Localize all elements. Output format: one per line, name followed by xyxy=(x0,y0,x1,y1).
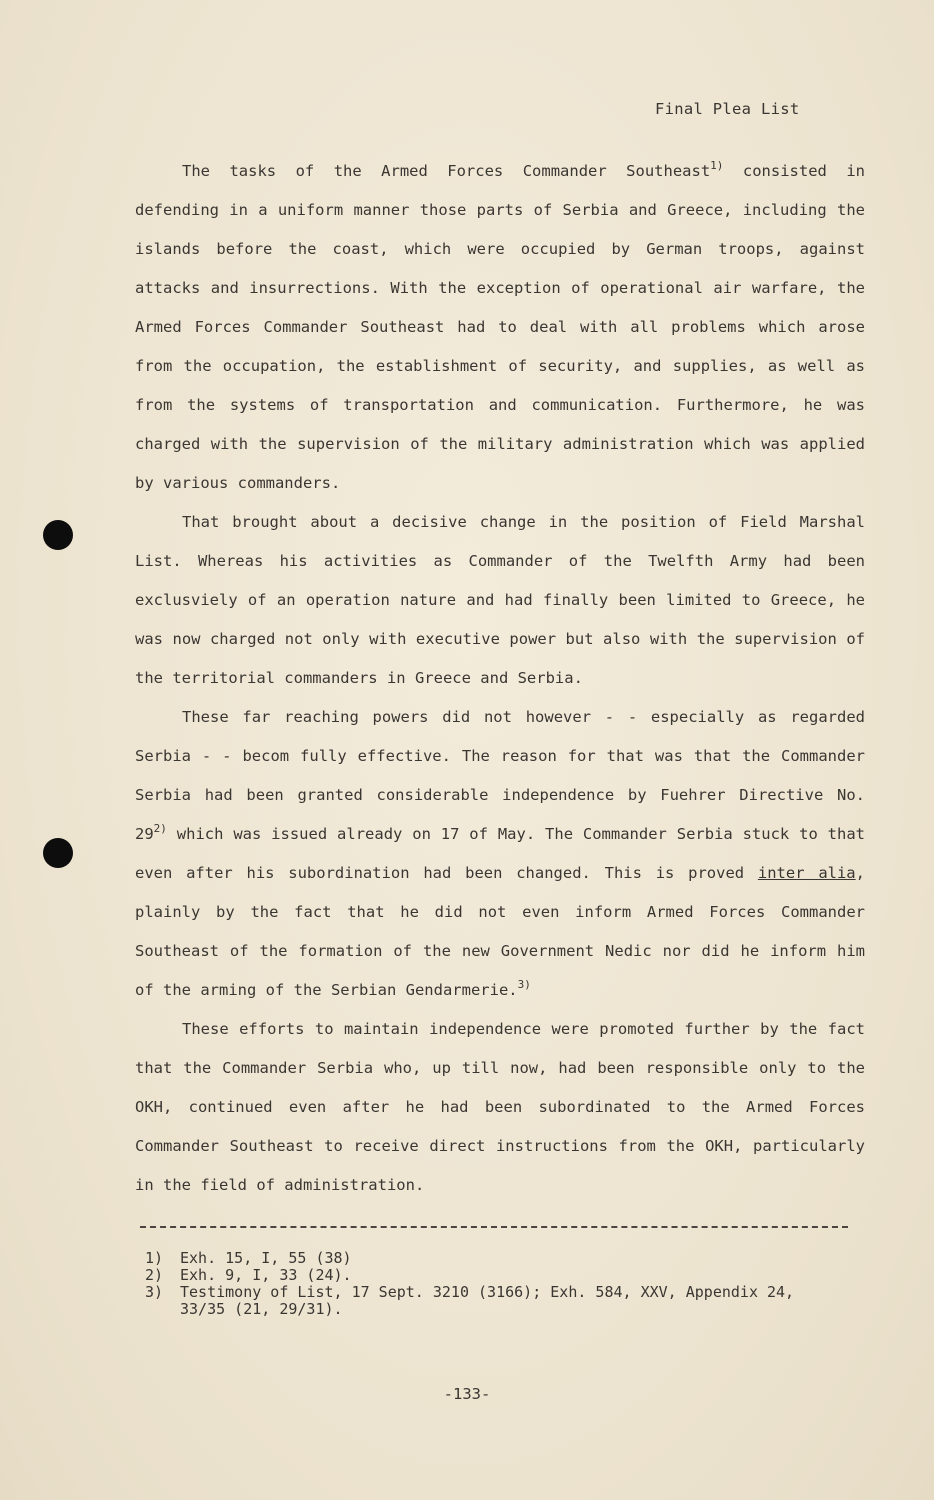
paragraph-1 xyxy=(135,152,865,503)
paragraph-3-text-b: which was issued already on 17 of May. The Commander Serbia stuck to that even after his subordination had been changed. This is proved xyxy=(135,825,865,882)
underlined-phrase: inter alia xyxy=(757,864,856,882)
footnote-number: 3) xyxy=(145,1283,164,1301)
footnote-text: Exh. 15, I, 55 (38) xyxy=(180,1249,352,1267)
footnote-ref-1: 1) xyxy=(710,159,724,172)
document-body xyxy=(135,152,865,1205)
footnote-divider xyxy=(140,1226,848,1228)
footnotes xyxy=(145,1250,845,1318)
punch-hole xyxy=(43,520,73,550)
footnote-3 xyxy=(145,1284,845,1318)
footnote-ref-2: 2) xyxy=(153,822,167,835)
paragraph-4: These efforts to maintain independence were promoted further by the fact that the Commander Serbia who, up till now, had been responsible only to the OKH, continued even after he had been subordinated to the Armed Forces Commander Southeast to receive direct instructions from the OKH, particularly in the field of administration. xyxy=(135,1020,865,1194)
paragraph-3 xyxy=(135,698,865,1010)
paragraph-1-text-b: consisted in defending in a uniform manner those parts of Serbia and Greece, including the islands before the coast, which were occupied by German troops, against attacks and insurrections. With the exception of operational air warfare, the Armed Forces Commander Southeast had to deal with all problems which arose from the occupation, the establishment of security, and supplies, as well as from the systems of transportation and communication. Furthermore, he was charged with the supervision of the military administration which was applied by various commanders. xyxy=(135,162,865,492)
paragraph-2: That brought about a decisive change in the position of Field Marshal List. Whereas his activities as Commander of the Twelfth Army had been exclusviely of an operation nature and had finally been limited to Greece, he was now charged not only with executive power but also with the supervision of the territorial commanders in Greece and Serbia. xyxy=(135,513,865,687)
paragraph-3-text-a: These far reaching powers did not however - - especially as regarded Serbia - - becom fully effective. The reason for that was that the Commander Serbia had been granted considerable independence by Fuehrer Directive No. 29 xyxy=(135,708,865,843)
paragraph-1-text-a: The tasks of the Armed Forces Commander Southeast xyxy=(182,162,711,180)
punch-hole xyxy=(43,838,73,868)
footnote-text: Testimony of List, 17 Sept. 3210 (3166); Exh. 584, XXV, Appendix 24, 33/35 (21, 29/31). xyxy=(180,1283,795,1318)
document-header: Final Plea List xyxy=(655,100,800,118)
footnote-number: 2) xyxy=(145,1266,164,1284)
footnote-2 xyxy=(145,1267,845,1284)
footnote-text: Exh. 9, I, 33 (24). xyxy=(180,1266,352,1284)
footnote-ref-3: 3) xyxy=(517,978,531,991)
footnote-1 xyxy=(145,1250,845,1267)
footnote-number: 1) xyxy=(145,1249,164,1267)
page-number: -133- xyxy=(443,1385,491,1403)
paragraph-3-text-c: , plainly by the fact that he did not even inform Armed Forces Commander Southeast of the formation of the new Government Nedic nor did he inform him of the arming of the Serbian Gendarmerie. xyxy=(135,864,865,999)
